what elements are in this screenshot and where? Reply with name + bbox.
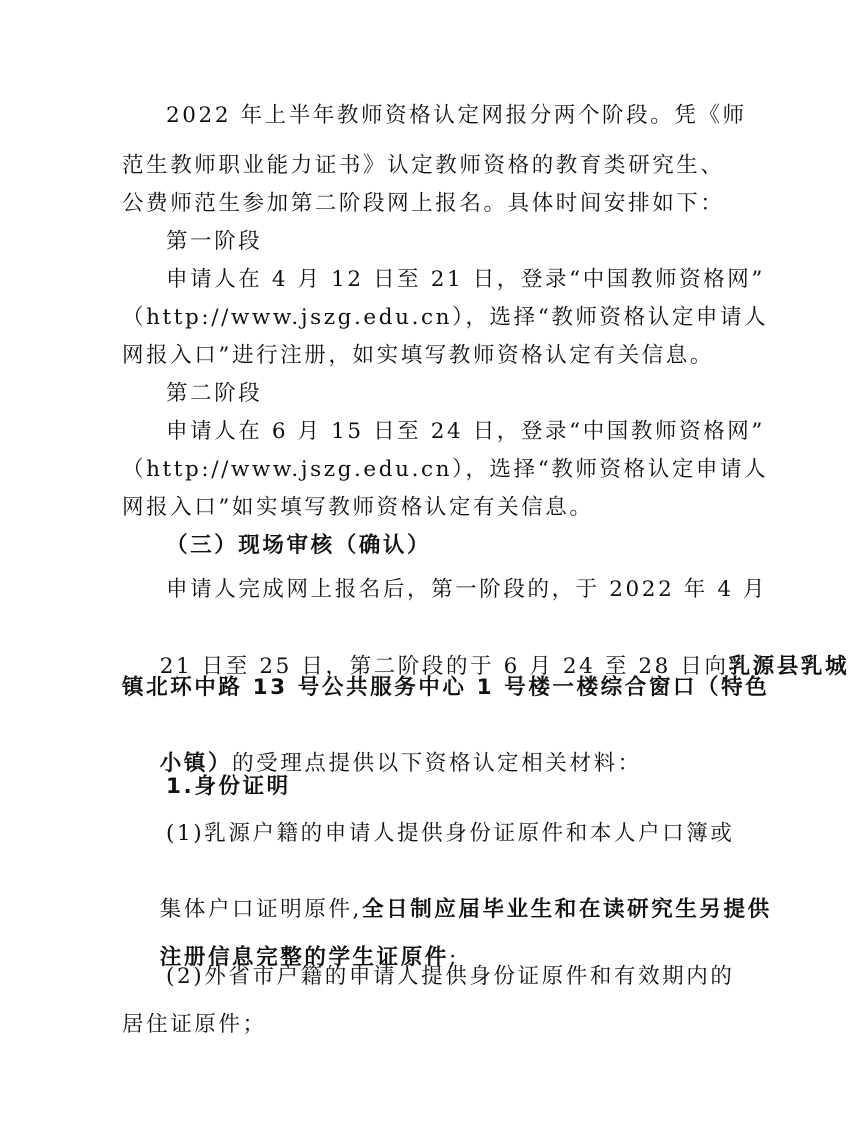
phase1-line-1: 申请人在 4 月 12 日至 21 日，登录“中国教师资格网” [166,267,765,292]
section3-line-2-bold: 乳源县乳城 [728,654,849,679]
item1-p1-line-1: (1)乳源户籍的申请人提供身份证原件和本人户口簿或 [166,821,735,846]
phase2-line-2: （http://www.jszg.edu.cn），选择“教师资格认定申请人 [122,457,769,482]
item1-p2-line-2: 居住证原件； [122,1012,267,1037]
section3-heading: （三）现场审核（确认） [166,533,432,558]
item1-p1-line-3-normal: ; [448,945,459,970]
phase1-line-3: 网报入口”进行注册，如实填写教师资格认定有关信息。 [122,343,714,368]
phase2-title: 第二阶段 [166,381,263,406]
item1-p1-line-2-normal: 集体户口证明原件, [159,897,362,922]
phase1-line-2: （http://www.jszg.edu.cn），选择“教师资格认定申请人 [122,305,769,330]
item1-p1-line-3-bold: 注册信息完整的学生证原件 [159,945,449,970]
section3-line-3: 镇北环中路 13 号公共服务中心 1 号楼一楼综合窗口（特色 [122,675,770,700]
phase2-line-1: 申请人在 6 月 15 日至 24 日，登录“中国教师资格网” [166,419,765,444]
section3-line-4-bold: 小镇） [159,751,233,776]
intro-line-2: 范生教师职业能力证书》认定教师资格的教育类研究生、 [122,153,725,178]
item1-heading: 1.身份证明 [166,774,291,799]
section3-line-4-normal: 的受理点提供以下资格认定相关材料： [232,751,642,776]
item1-p1-line-2-bold: 全日制应届毕业生和在读研究生另提供 [362,897,772,922]
intro-line-1: 2022 年上半年教师资格认定网报分两个阶段。凭《师 [166,103,747,128]
phase1-title: 第一阶段 [166,229,263,254]
phase2-line-3: 网报入口”如实填写教师资格认定有关信息。 [122,495,594,520]
section3-line-2-normal: 21 日至 25 日，第二阶段的于 6 月 24 至 28 日向 [159,654,729,679]
item1-p2-line-1: (2)外省市户籍的申请人提供身份证原件和有效期内的 [166,964,735,989]
intro-line-3: 公费师范生参加第二阶段网上报名。具体时间安排如下： [122,191,725,216]
section3-line-1: 申请人完成网上报名后，第一阶段的，于 2022 年 4 月 [166,577,768,602]
